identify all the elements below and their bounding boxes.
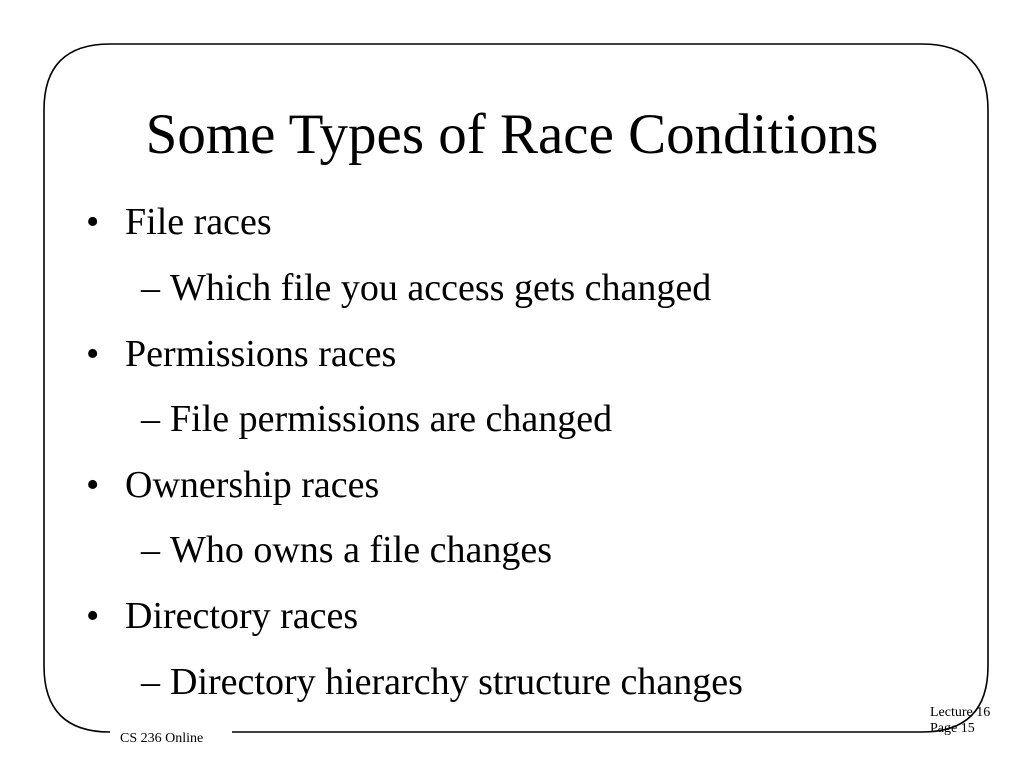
bullet-text: File races	[125, 201, 272, 243]
footer-course: CS 236 Online	[120, 731, 204, 746]
sub-bullet-text: File permissions are changed	[170, 398, 613, 440]
bullet-marker: •	[86, 464, 100, 506]
bullet-text: Ownership races	[125, 464, 380, 506]
bullet-marker: •	[86, 201, 100, 243]
footer-page: Page 15	[930, 721, 975, 736]
sub-bullet-marker: –	[141, 398, 160, 440]
sub-bullet-marker: –	[141, 267, 160, 309]
sub-bullet-text: Directory hierarchy structure changes	[170, 661, 743, 703]
bullet-marker: •	[86, 333, 100, 375]
bullet-marker: •	[86, 595, 100, 637]
footer-lecture: Lecture 16	[930, 705, 991, 720]
sub-bullet-marker: –	[141, 661, 160, 703]
bullet-text: Permissions races	[125, 333, 397, 375]
sub-bullet-text: Who owns a file changes	[170, 529, 552, 571]
bullet-text: Directory races	[125, 595, 359, 637]
footer-lecture-page	[930, 705, 990, 737]
sub-bullet-text: Which file you access gets changed	[170, 267, 712, 309]
slide-title: Some Types of Race Conditions	[145, 103, 879, 166]
sub-bullet-marker: –	[141, 529, 160, 571]
